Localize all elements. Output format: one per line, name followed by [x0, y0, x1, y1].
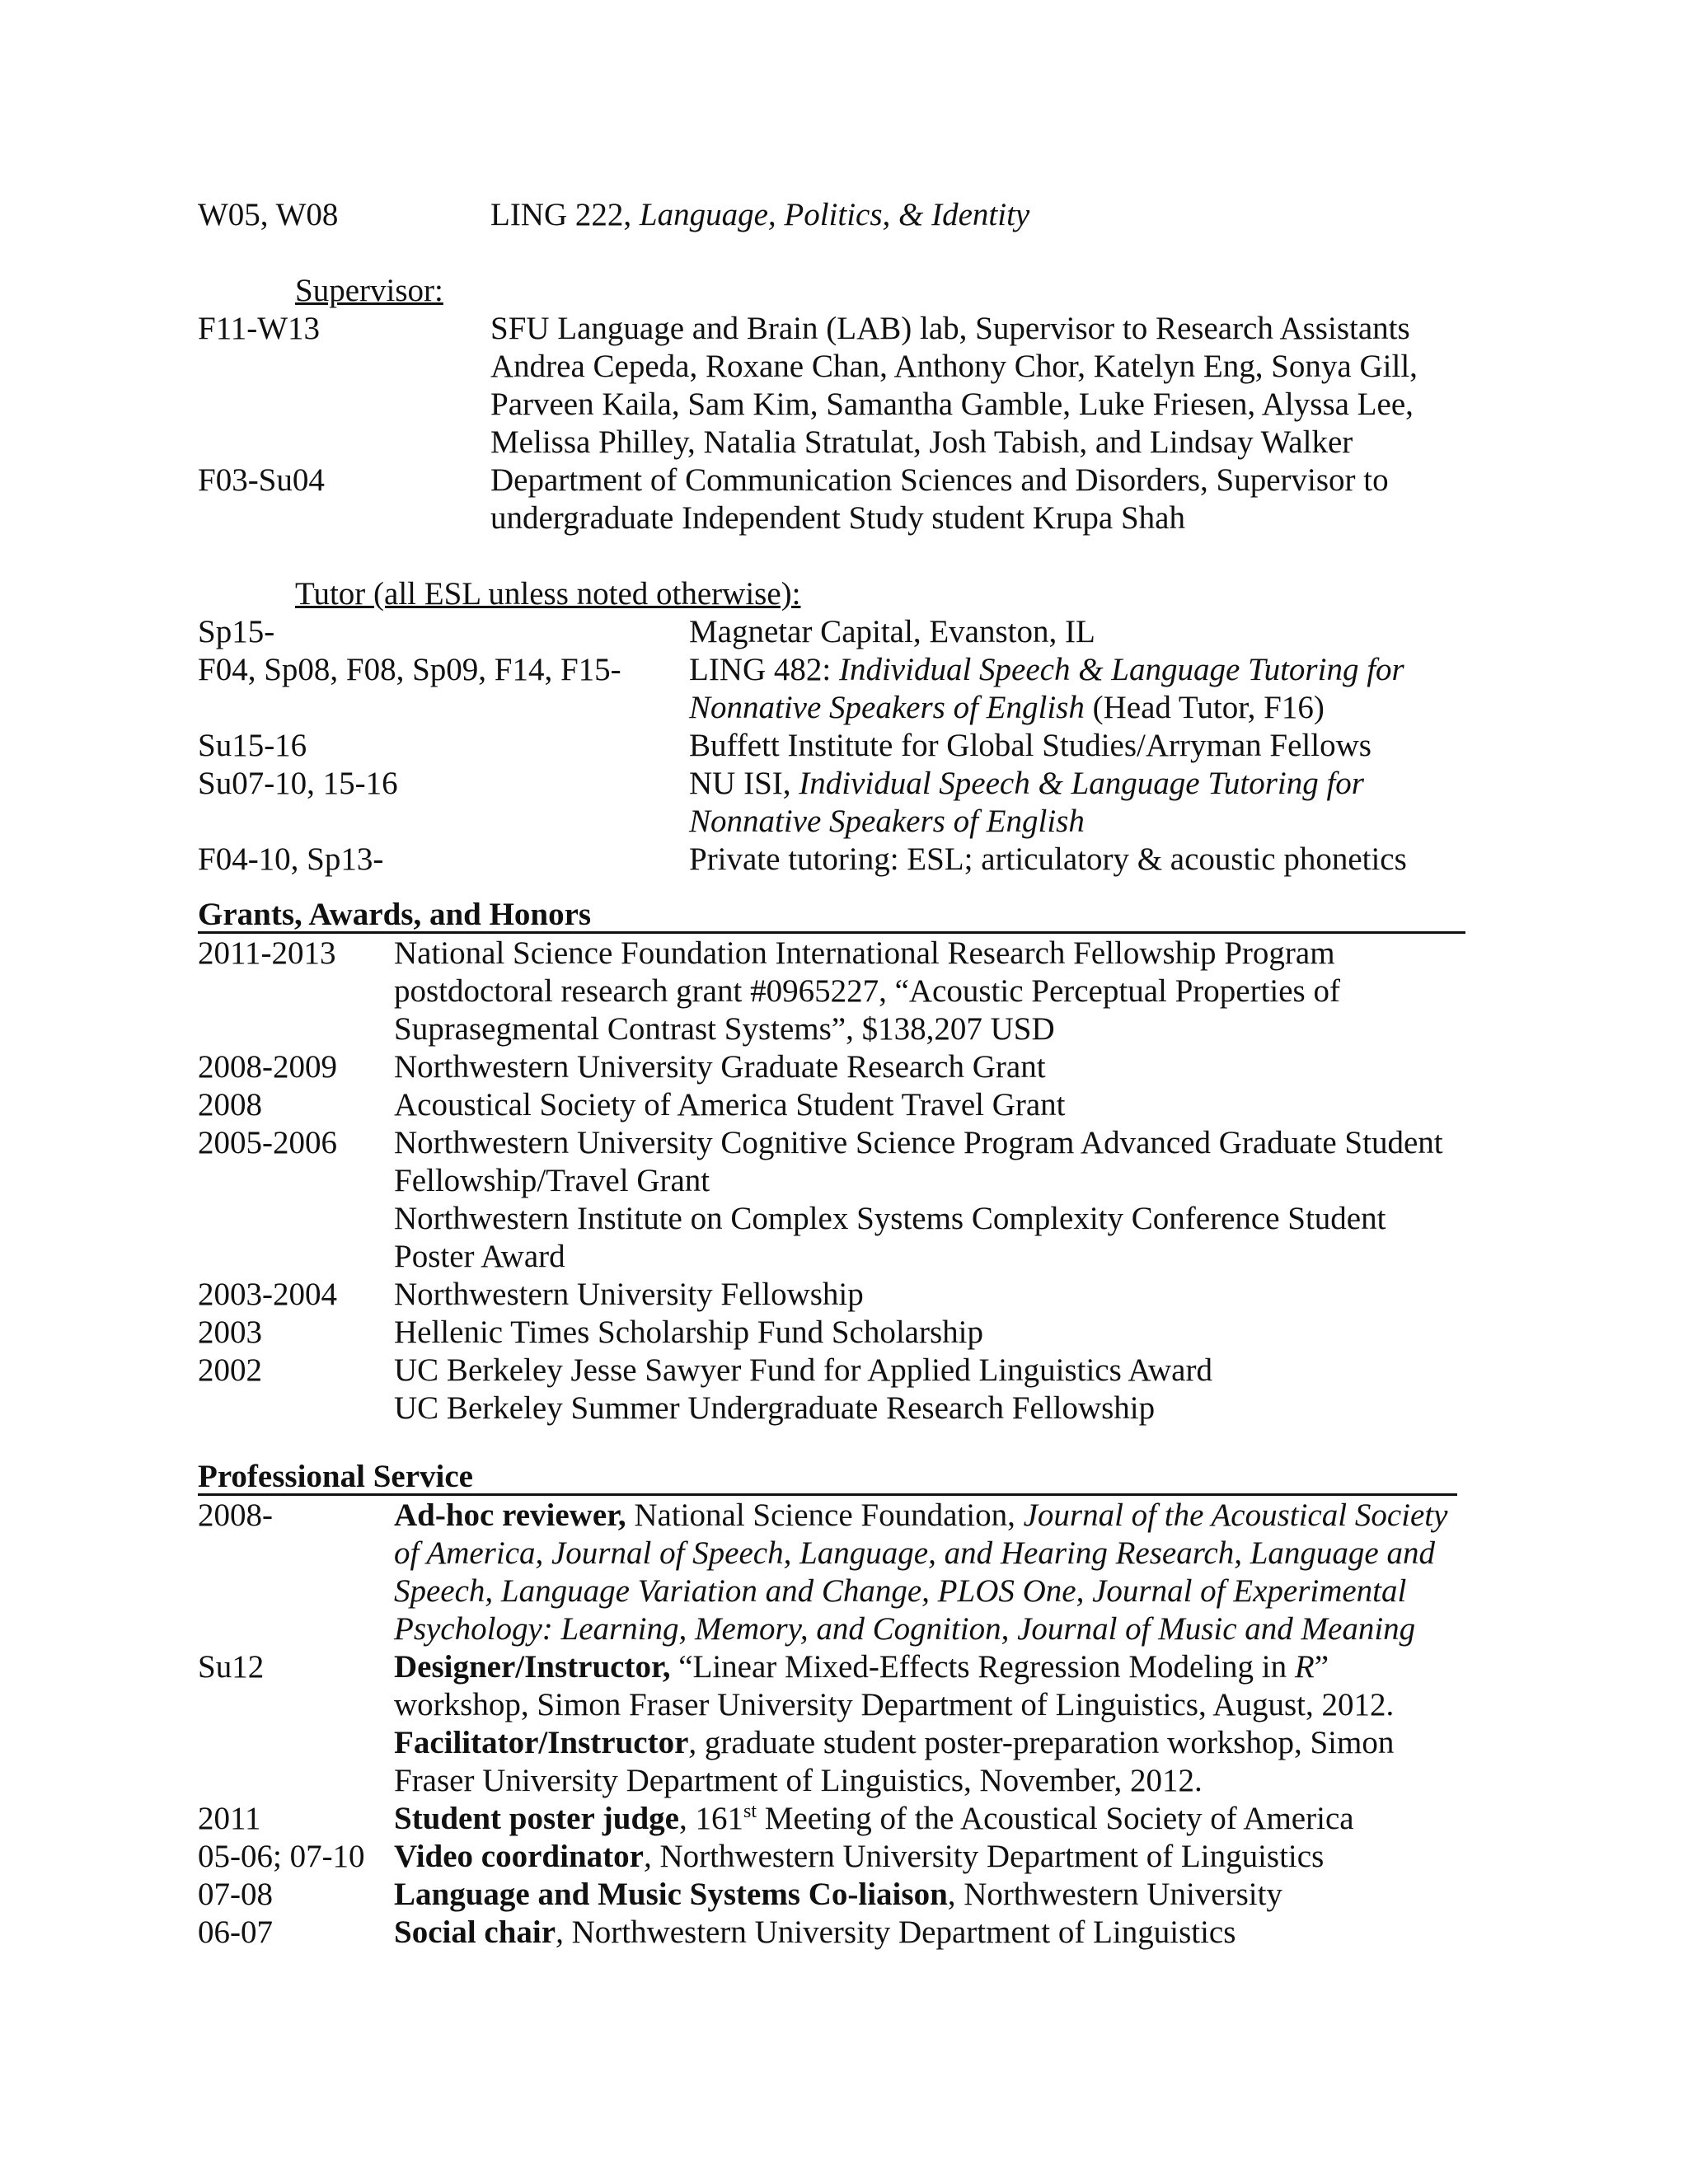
entry-line: Magnetar Capital, Evanston, IL [689, 614, 1095, 649]
tutor-entry: F04, Sp08, F08, Sp09, F14, F15- LING 482: Individual Speech & Language Tutoring for Nonnative Speakers of English (Head Tutor, F16) [198, 652, 1404, 725]
entry-line: SFU Language and Brain (LAB) lab, Supervisor to Research Assistants [490, 311, 1410, 346]
entry-line: Melissa Philley, Natalia Stratulat, Josh Tabish, and Lindsay Walker [490, 424, 1353, 460]
teaching-entry [198, 196, 1029, 234]
grant-entry [198, 935, 1443, 1048]
section-heading-grants: Grants, Awards, and Honors [198, 898, 1465, 934]
supervisor-heading: Supervisor: [295, 273, 443, 308]
grant-entry [198, 1276, 1443, 1314]
course-title: Nonnative Speakers of English [689, 690, 1085, 725]
entry-date: W05, W08 [198, 197, 339, 232]
entry-line: Hellenic Times Scholarship Fund Scholarship [394, 1315, 983, 1350]
grant-entry [198, 1352, 1443, 1427]
entry-line: Northwestern Institute on Complex Systems Complexity Conference Student [394, 1201, 1386, 1236]
entry-line: Acoustical Society of America Student Travel Grant [394, 1087, 1066, 1122]
entry-date: Sp15- [198, 614, 275, 649]
supervisor-entry [198, 310, 1418, 462]
entry-line: undergraduate Independent Study student Krupa Shah [490, 500, 1185, 536]
service-entry: 2008- Ad-hoc reviewer, National Science Foundation, Journal of the Acoustical Society of America, Journal of Speech, Language, and Hearing Research, Language and Speech, Language Variation and Change, PLOS One, Journal of Experimental Psychology: Learning, Memory, and Cognition, Journal of Music and Meaning [198, 1497, 1448, 1647]
grants-list [198, 935, 1443, 1427]
entry-date: 2008 [198, 1087, 262, 1122]
entry-line: Suprasegmental Contrast Systems”, $138,207 USD [394, 1011, 1055, 1047]
service-entry: 06-07 Social chair, Northwestern University Department of Linguistics [198, 1915, 1236, 1950]
entry-line: Poster Award [394, 1239, 565, 1274]
grant-entry [198, 1314, 1443, 1352]
entry-line: Northwestern University Fellowship [394, 1277, 864, 1312]
entry-line: workshop, Simon Fraser University Department of Linguistics, August, 2012. [394, 1687, 1395, 1722]
course-title: Individual Speech & Language Tutoring for [799, 766, 1364, 801]
entry-date: 05-06; 07-10 [198, 1839, 365, 1874]
tutor-entry [198, 727, 1407, 765]
entry-line: Department of Communication Sciences and Disorders, Supervisor to [490, 462, 1389, 498]
tutor-list [198, 613, 1407, 879]
entry-line: Northwestern University Cognitive Science Program Advanced Graduate Student [394, 1125, 1443, 1160]
section-heading-service: Professional Service [198, 1460, 1457, 1496]
entry-line: Buffett Institute for Global Studies/Arryman Fellows [689, 728, 1372, 763]
entry-line: National Science Foundation International Research Fellowship Program [394, 935, 1335, 971]
entry-date: 2002 [198, 1352, 262, 1388]
course-code: LING 222, [490, 197, 640, 232]
entry-line: Speech, Language Variation and Change, PLOS One, Journal of Experimental [394, 1573, 1407, 1609]
supervisor-list [198, 310, 1418, 537]
entry-date: 07-08 [198, 1877, 273, 1912]
entry-date: F04-10, Sp13- [198, 841, 384, 877]
entry-date: 2003 [198, 1315, 262, 1350]
entry-date: 06-07 [198, 1915, 273, 1950]
tutor-entry: Su07-10, 15-16 NU ISI, Individual Speech & Language Tutoring for Nonnative Speakers of English [198, 766, 1364, 839]
grant-entry [198, 1124, 1443, 1276]
service-entry: 2011 Student poster judge, 161st Meeting of the Acoustical Society of America [198, 1801, 1354, 1836]
entry-line: Northwestern University Graduate Research Grant [394, 1049, 1046, 1085]
entry-date: 2008-2009 [198, 1049, 337, 1085]
supervisor-entry [198, 462, 1418, 537]
entry-date: F11-W13 [198, 311, 321, 346]
grant-entry [198, 1086, 1443, 1124]
entry-date: F04, Sp08, F08, Sp09, F14, F15- [198, 652, 621, 687]
entry-line: Private tutoring: ESL; articulatory & acoustic phonetics [689, 841, 1407, 877]
entry-line: UC Berkeley Jesse Sawyer Fund for Applied Linguistics Award [394, 1352, 1212, 1388]
entry-line: UC Berkeley Summer Undergraduate Research Fellowship [394, 1390, 1156, 1426]
role-label: Designer/Instructor, [394, 1649, 671, 1685]
entry-date: Su15-16 [198, 728, 307, 763]
role-label: Language and Music Systems Co-liaison [394, 1877, 948, 1912]
entry-date: Su07-10, 15-16 [198, 766, 398, 801]
entry-date: 2011-2013 [198, 935, 336, 971]
entry-date: F03-Su04 [198, 462, 325, 498]
role-label: Student poster judge [394, 1801, 679, 1836]
role-label: Ad-hoc reviewer, [394, 1497, 626, 1533]
service-entry: 05-06; 07-10 Video coordinator, Northwestern University Department of Linguistics [198, 1839, 1325, 1874]
role-label: Social chair [394, 1915, 556, 1950]
tutor-heading: Tutor (all ESL unless noted otherwise): [295, 576, 801, 612]
entry-date: 2008- [198, 1497, 273, 1533]
tutor-entry [198, 613, 1407, 651]
service-list [198, 1497, 1447, 1952]
entry-line: postdoctoral research grant #0965227, “Acoustic Perceptual Properties of [394, 973, 1340, 1009]
tutor-entry [198, 841, 1407, 879]
entry-line: Parveen Kaila, Sam Kim, Samantha Gamble, Luke Friesen, Alyssa Lee, [490, 387, 1414, 422]
entry-date: 2011 [198, 1801, 261, 1836]
role-label: Video coordinator [394, 1839, 644, 1874]
entry-line: Fraser University Department of Linguistics, November, 2012. [394, 1763, 1203, 1798]
entry-line: Fellowship/Travel Grant [394, 1163, 710, 1198]
course-title: Individual Speech & Language Tutoring for [838, 652, 1404, 687]
course-title: Language, Politics, & Identity [639, 197, 1030, 232]
entry-line: of America, Journal of Speech, Language, and Hearing Research, Language and [394, 1535, 1435, 1571]
course-title: Nonnative Speakers of English [689, 804, 1085, 839]
grant-entry [198, 1048, 1443, 1086]
entry-date: 2005-2006 [198, 1125, 337, 1160]
entry-line: Andrea Cepeda, Roxane Chan, Anthony Chor, Katelyn Eng, Sonya Gill, [490, 349, 1418, 384]
service-entry: Su12 Designer/Instructor, “Linear Mixed-Effects Regression Modeling in R” workshop, Simon Fraser University Department of Linguistics, August, 2012. Facilitator/Instructor, graduate student poster-preparation workshop, Simon Fraser University Department of Linguistics, November, 2012. [198, 1648, 1447, 1800]
service-entry: 07-08 Language and Music Systems Co-liaison, Northwestern University [198, 1877, 1282, 1912]
role-label: Facilitator/Instructor [394, 1725, 689, 1760]
entry-line: Psychology: Learning, Memory, and Cognition, Journal of Music and Meaning [394, 1611, 1416, 1647]
entry-date: 2003-2004 [198, 1277, 337, 1312]
entry-date: Su12 [198, 1649, 265, 1685]
